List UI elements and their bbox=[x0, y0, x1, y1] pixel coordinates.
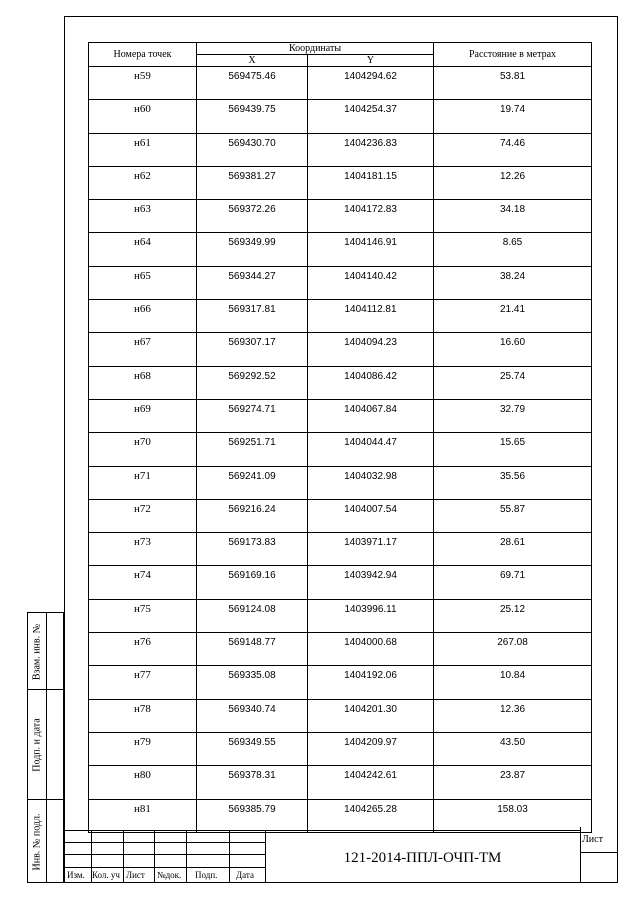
table-row bbox=[89, 266, 592, 299]
cell-point: н76 bbox=[89, 633, 197, 666]
side-label-inv: Инв. № подл. bbox=[31, 813, 43, 871]
table-row bbox=[89, 766, 592, 799]
cell-point: н70 bbox=[89, 433, 197, 466]
cell-distance: 69.71 bbox=[434, 566, 592, 599]
cell-point: н74 bbox=[89, 566, 197, 599]
cell-distance: 38.24 bbox=[434, 266, 592, 299]
stamp-list: Лист bbox=[126, 870, 145, 880]
cell-y: 1404242.61 bbox=[308, 766, 434, 799]
cell-point: н63 bbox=[89, 200, 197, 233]
cell-distance: 15.65 bbox=[434, 433, 592, 466]
side-label-podp: Подп. и дата bbox=[31, 718, 43, 772]
cell-x: 569340.74 bbox=[197, 699, 308, 732]
table-row bbox=[89, 699, 592, 732]
cell-y: 1404172.83 bbox=[308, 200, 434, 233]
table-body bbox=[89, 67, 592, 833]
cell-point: н61 bbox=[89, 133, 197, 166]
table-row bbox=[89, 333, 592, 366]
cell-y: 1404254.37 bbox=[308, 100, 434, 133]
cell-y: 1404094.23 bbox=[308, 333, 434, 366]
table-row bbox=[89, 300, 592, 333]
header-coords: Координаты bbox=[197, 43, 434, 55]
cell-point: н60 bbox=[89, 100, 197, 133]
table-row bbox=[89, 566, 592, 599]
table-row bbox=[89, 599, 592, 632]
cell-y: 1404007.54 bbox=[308, 499, 434, 532]
table-row bbox=[89, 732, 592, 765]
table-row bbox=[89, 366, 592, 399]
header-point: Номера точек bbox=[89, 43, 197, 67]
cell-point: н73 bbox=[89, 533, 197, 566]
cell-distance: 74.46 bbox=[434, 133, 592, 166]
cell-x: 569251.71 bbox=[197, 433, 308, 466]
cell-distance: 53.81 bbox=[434, 67, 592, 100]
cell-x: 569335.08 bbox=[197, 666, 308, 699]
cell-x: 569317.81 bbox=[197, 300, 308, 333]
cell-x: 569292.52 bbox=[197, 366, 308, 399]
cell-x: 569274.71 bbox=[197, 399, 308, 432]
cell-x: 569344.27 bbox=[197, 266, 308, 299]
cell-distance: 25.12 bbox=[434, 599, 592, 632]
cell-y: 1404201.30 bbox=[308, 699, 434, 732]
cell-point: н77 bbox=[89, 666, 197, 699]
cell-point: н65 bbox=[89, 266, 197, 299]
cell-point: н75 bbox=[89, 599, 197, 632]
cell-point: н80 bbox=[89, 766, 197, 799]
header-y: Y bbox=[308, 55, 434, 67]
cell-distance: 19.74 bbox=[434, 100, 592, 133]
cell-distance: 43.50 bbox=[434, 732, 592, 765]
cell-distance: 34.18 bbox=[434, 200, 592, 233]
cell-distance: 28.61 bbox=[434, 533, 592, 566]
stamp-podp: Подп. bbox=[195, 870, 218, 880]
stamp-izm: Изм. bbox=[67, 870, 85, 880]
cell-x: 569169.16 bbox=[197, 566, 308, 599]
cell-point: н72 bbox=[89, 499, 197, 532]
cell-y: 1404000.68 bbox=[308, 633, 434, 666]
cell-point: н64 bbox=[89, 233, 197, 266]
table-row bbox=[89, 799, 592, 832]
cell-y: 1404192.06 bbox=[308, 666, 434, 699]
table-row bbox=[89, 233, 592, 266]
cell-distance: 23.87 bbox=[434, 766, 592, 799]
cell-x: 569378.31 bbox=[197, 766, 308, 799]
cell-distance: 267.08 bbox=[434, 633, 592, 666]
cell-y: 1404209.97 bbox=[308, 732, 434, 765]
side-strip-inv bbox=[27, 799, 64, 883]
stamp-data: Дата bbox=[236, 870, 254, 880]
header-x: X bbox=[197, 55, 308, 67]
cell-point: н71 bbox=[89, 466, 197, 499]
cell-x: 569241.09 bbox=[197, 466, 308, 499]
cell-distance: 12.26 bbox=[434, 166, 592, 199]
table-row bbox=[89, 466, 592, 499]
cell-x: 569216.24 bbox=[197, 499, 308, 532]
cell-y: 1404086.42 bbox=[308, 366, 434, 399]
cell-y: 1403971.17 bbox=[308, 533, 434, 566]
cell-y: 1404032.98 bbox=[308, 466, 434, 499]
table-row bbox=[89, 100, 592, 133]
table-row bbox=[89, 399, 592, 432]
cell-distance: 55.87 bbox=[434, 499, 592, 532]
cell-x: 569385.79 bbox=[197, 799, 308, 832]
cell-distance: 12.36 bbox=[434, 699, 592, 732]
cell-y: 1404236.83 bbox=[308, 133, 434, 166]
table-row bbox=[89, 533, 592, 566]
cell-y: 1404112.81 bbox=[308, 300, 434, 333]
table-row bbox=[89, 666, 592, 699]
cell-distance: 8.65 bbox=[434, 233, 592, 266]
cell-x: 569124.08 bbox=[197, 599, 308, 632]
cell-x: 569430.70 bbox=[197, 133, 308, 166]
cell-distance: 32.79 bbox=[434, 399, 592, 432]
header-distance: Расстояние в метрах bbox=[434, 43, 592, 67]
cell-point: н67 bbox=[89, 333, 197, 366]
table-row bbox=[89, 200, 592, 233]
stamp-ndok: №док. bbox=[157, 870, 182, 880]
document-number: 121-2014-ППЛ-ОЧП-ТМ bbox=[343, 850, 502, 866]
cell-point: н69 bbox=[89, 399, 197, 432]
cell-point: н79 bbox=[89, 732, 197, 765]
cell-point: н68 bbox=[89, 366, 197, 399]
cell-y: 1404181.15 bbox=[308, 166, 434, 199]
cell-y: 1404146.91 bbox=[308, 233, 434, 266]
cell-y: 1404140.42 bbox=[308, 266, 434, 299]
side-strip-podp bbox=[27, 689, 64, 800]
cell-x: 569307.17 bbox=[197, 333, 308, 366]
cell-y: 1404067.84 bbox=[308, 399, 434, 432]
cell-distance: 10.84 bbox=[434, 666, 592, 699]
cell-distance: 25.74 bbox=[434, 366, 592, 399]
table-row bbox=[89, 499, 592, 532]
stamp-kol: Кол. уч bbox=[92, 870, 120, 880]
side-strip-vzam bbox=[27, 612, 64, 690]
cell-point: н78 bbox=[89, 699, 197, 732]
cell-y: 1404294.62 bbox=[308, 67, 434, 100]
cell-distance: 16.60 bbox=[434, 333, 592, 366]
cell-y: 1403996.11 bbox=[308, 599, 434, 632]
cell-x: 569349.55 bbox=[197, 732, 308, 765]
table-row bbox=[89, 166, 592, 199]
table-row bbox=[89, 633, 592, 666]
cell-distance: 158.03 bbox=[434, 799, 592, 832]
cell-x: 569381.27 bbox=[197, 166, 308, 199]
side-label-vzam: Взам. инв. № bbox=[31, 623, 43, 681]
cell-point: н81 bbox=[89, 799, 197, 832]
cell-x: 569148.77 bbox=[197, 633, 308, 666]
cell-distance: 35.56 bbox=[434, 466, 592, 499]
table-row bbox=[89, 433, 592, 466]
table-row bbox=[89, 67, 592, 100]
table-row bbox=[89, 133, 592, 166]
cell-point: н66 bbox=[89, 300, 197, 333]
cell-x: 569349.99 bbox=[197, 233, 308, 266]
cell-y: 1404265.28 bbox=[308, 799, 434, 832]
cell-x: 569439.75 bbox=[197, 100, 308, 133]
cell-x: 569173.83 bbox=[197, 533, 308, 566]
cell-point: н62 bbox=[89, 166, 197, 199]
sheet-label: Лист bbox=[582, 834, 603, 845]
cell-distance: 21.41 bbox=[434, 300, 592, 333]
cell-point: н59 bbox=[89, 67, 197, 100]
title-block bbox=[64, 830, 618, 883]
cell-y: 1404044.47 bbox=[308, 433, 434, 466]
cell-x: 569372.26 bbox=[197, 200, 308, 233]
coordinates-table bbox=[88, 42, 592, 833]
cell-y: 1403942.94 bbox=[308, 566, 434, 599]
cell-x: 569475.46 bbox=[197, 67, 308, 100]
